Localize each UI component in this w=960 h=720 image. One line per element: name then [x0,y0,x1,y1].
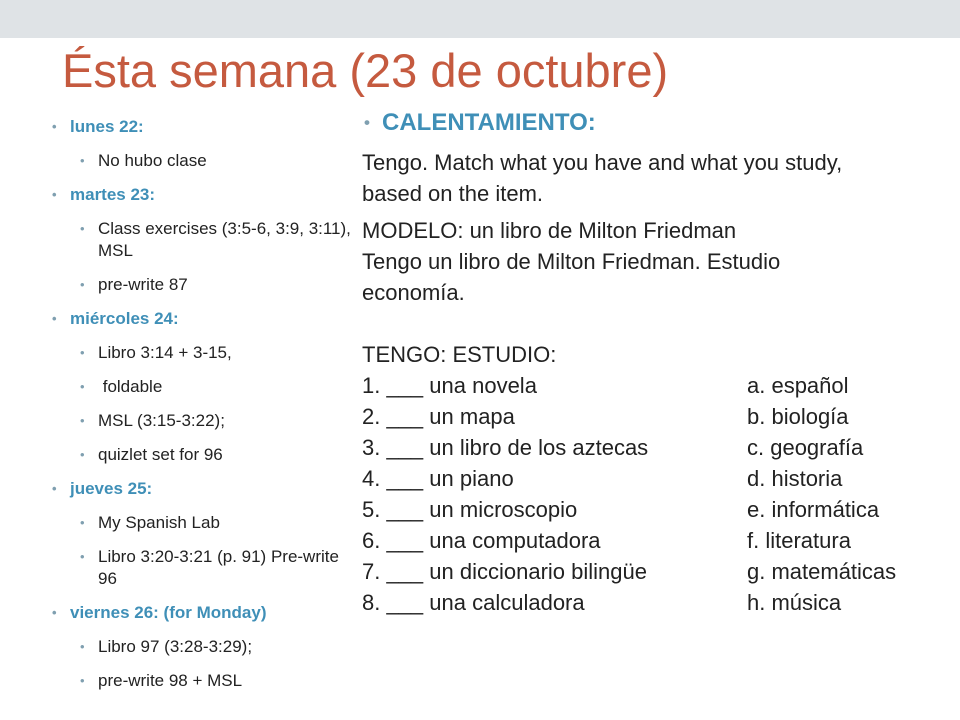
match-row [362,401,952,432]
slide-title: Ésta semana (23 de octubre) [62,44,669,97]
agenda-item-text: My Spanish Lab [98,513,220,532]
match-row [362,463,952,494]
bullet-icon: • [52,605,57,620]
bullet-icon: • [80,153,85,168]
match-row [362,525,952,556]
agenda-item [52,410,362,432]
match-item: 2. ___ un mapa [362,404,515,429]
match-row [362,587,952,618]
bullet-icon: • [80,673,85,688]
match-subject: f. literatura [747,528,851,553]
match-item: 5. ___ un microscopio [362,497,578,522]
agenda-item [52,274,362,296]
bullet-icon: • [52,311,57,326]
bullet-icon: • [80,515,85,530]
bullet-icon: • [80,345,85,360]
agenda-item-text: MSL (3:15-3:22); [98,411,225,430]
agenda-item [52,342,362,364]
bullet-icon: • [80,221,85,236]
agenda-day [52,478,362,500]
warmup-heading-text: CALENTAMIENTO: [382,109,596,136]
match-subject: e. informática [747,497,880,522]
agenda-day [52,184,362,206]
bullet-icon: • [52,187,57,202]
columns-header: TENGO: ESTUDIO: [362,342,557,367]
bullet-icon: • [80,413,85,428]
agenda-item [52,512,362,534]
agenda-item-text: Libro 3:20-3:21 (p. 91) Pre-write 96 [98,547,339,588]
match-row [362,432,952,463]
agenda-list [52,108,362,692]
agenda-item-text: Libro 97 (3:28-3:29); [98,637,253,656]
slide-top-bar [0,0,960,38]
bullet-icon: • [52,119,57,134]
match-item: 7. ___ un diccionario bilingüe [362,559,647,584]
agenda-day-label: martes 23: [70,185,156,204]
agenda-day-label: lunes 22: [70,117,144,136]
agenda-day-label: jueves 25: [70,479,153,498]
match-subject: b. biología [747,404,849,429]
agenda-day [52,116,362,138]
bullet-icon: • [80,277,85,292]
agenda-item [52,218,362,262]
match-subject: d. historia [747,466,843,491]
agenda-item-text: quizlet set for 96 [98,445,223,464]
agenda-day-label: miércoles 24: [70,309,179,328]
match-subject: g. matemáticas [747,559,897,584]
agenda-day [52,602,362,624]
agenda-item [52,546,362,590]
match-row [362,370,952,401]
agenda-item-text: pre-write 98 + MSL [98,671,243,690]
match-row [362,556,952,587]
bullet-icon: • [80,447,85,462]
agenda-item-text: Class exercises (3:5-6, 3:9, 3:11), MSL [98,219,351,260]
match-item: 8. ___ una calculadora [362,590,585,615]
warmup-panel [362,108,952,618]
match-item: 4. ___ un piano [362,466,514,491]
model-line: economía. [362,280,465,305]
agenda-item [52,670,362,692]
match-item: 1. ___ una novela [362,373,537,398]
agenda-item [52,636,362,658]
bullet-icon: • [52,481,57,496]
match-subject: a. español [747,373,849,398]
agenda-item-text: Libro 3:14 + 3-15, [98,343,232,362]
match-item: 3. ___ un libro de los aztecas [362,435,649,460]
bullet-icon: • [364,113,370,132]
agenda-item-text: pre-write 87 [98,275,188,294]
bullet-icon: • [80,549,85,564]
agenda-item [52,444,362,466]
match-subject: h. música [747,590,842,615]
agenda-day [52,308,362,330]
agenda-day-label: viernes 26: (for Monday) [70,603,267,622]
model-line: Tengo un libro de Milton Friedman. Estudio [362,249,781,274]
agenda-item-text: No hubo clase [98,151,207,170]
warmup-heading [362,108,952,138]
agenda-item [52,376,362,398]
match-item: 6. ___ una computadora [362,528,601,553]
agenda-item [52,150,362,172]
model-line: MODELO: un libro de Milton Friedman [362,218,737,243]
bullet-icon: • [80,379,85,394]
match-subject: c. geografía [747,435,864,460]
instructions-line: based on the item. [362,181,544,206]
instructions-line: Tengo. Match what you have and what you study, [362,150,843,175]
match-row [362,494,952,525]
bullet-icon: • [80,639,85,654]
agenda-item-text: foldable [98,377,163,396]
